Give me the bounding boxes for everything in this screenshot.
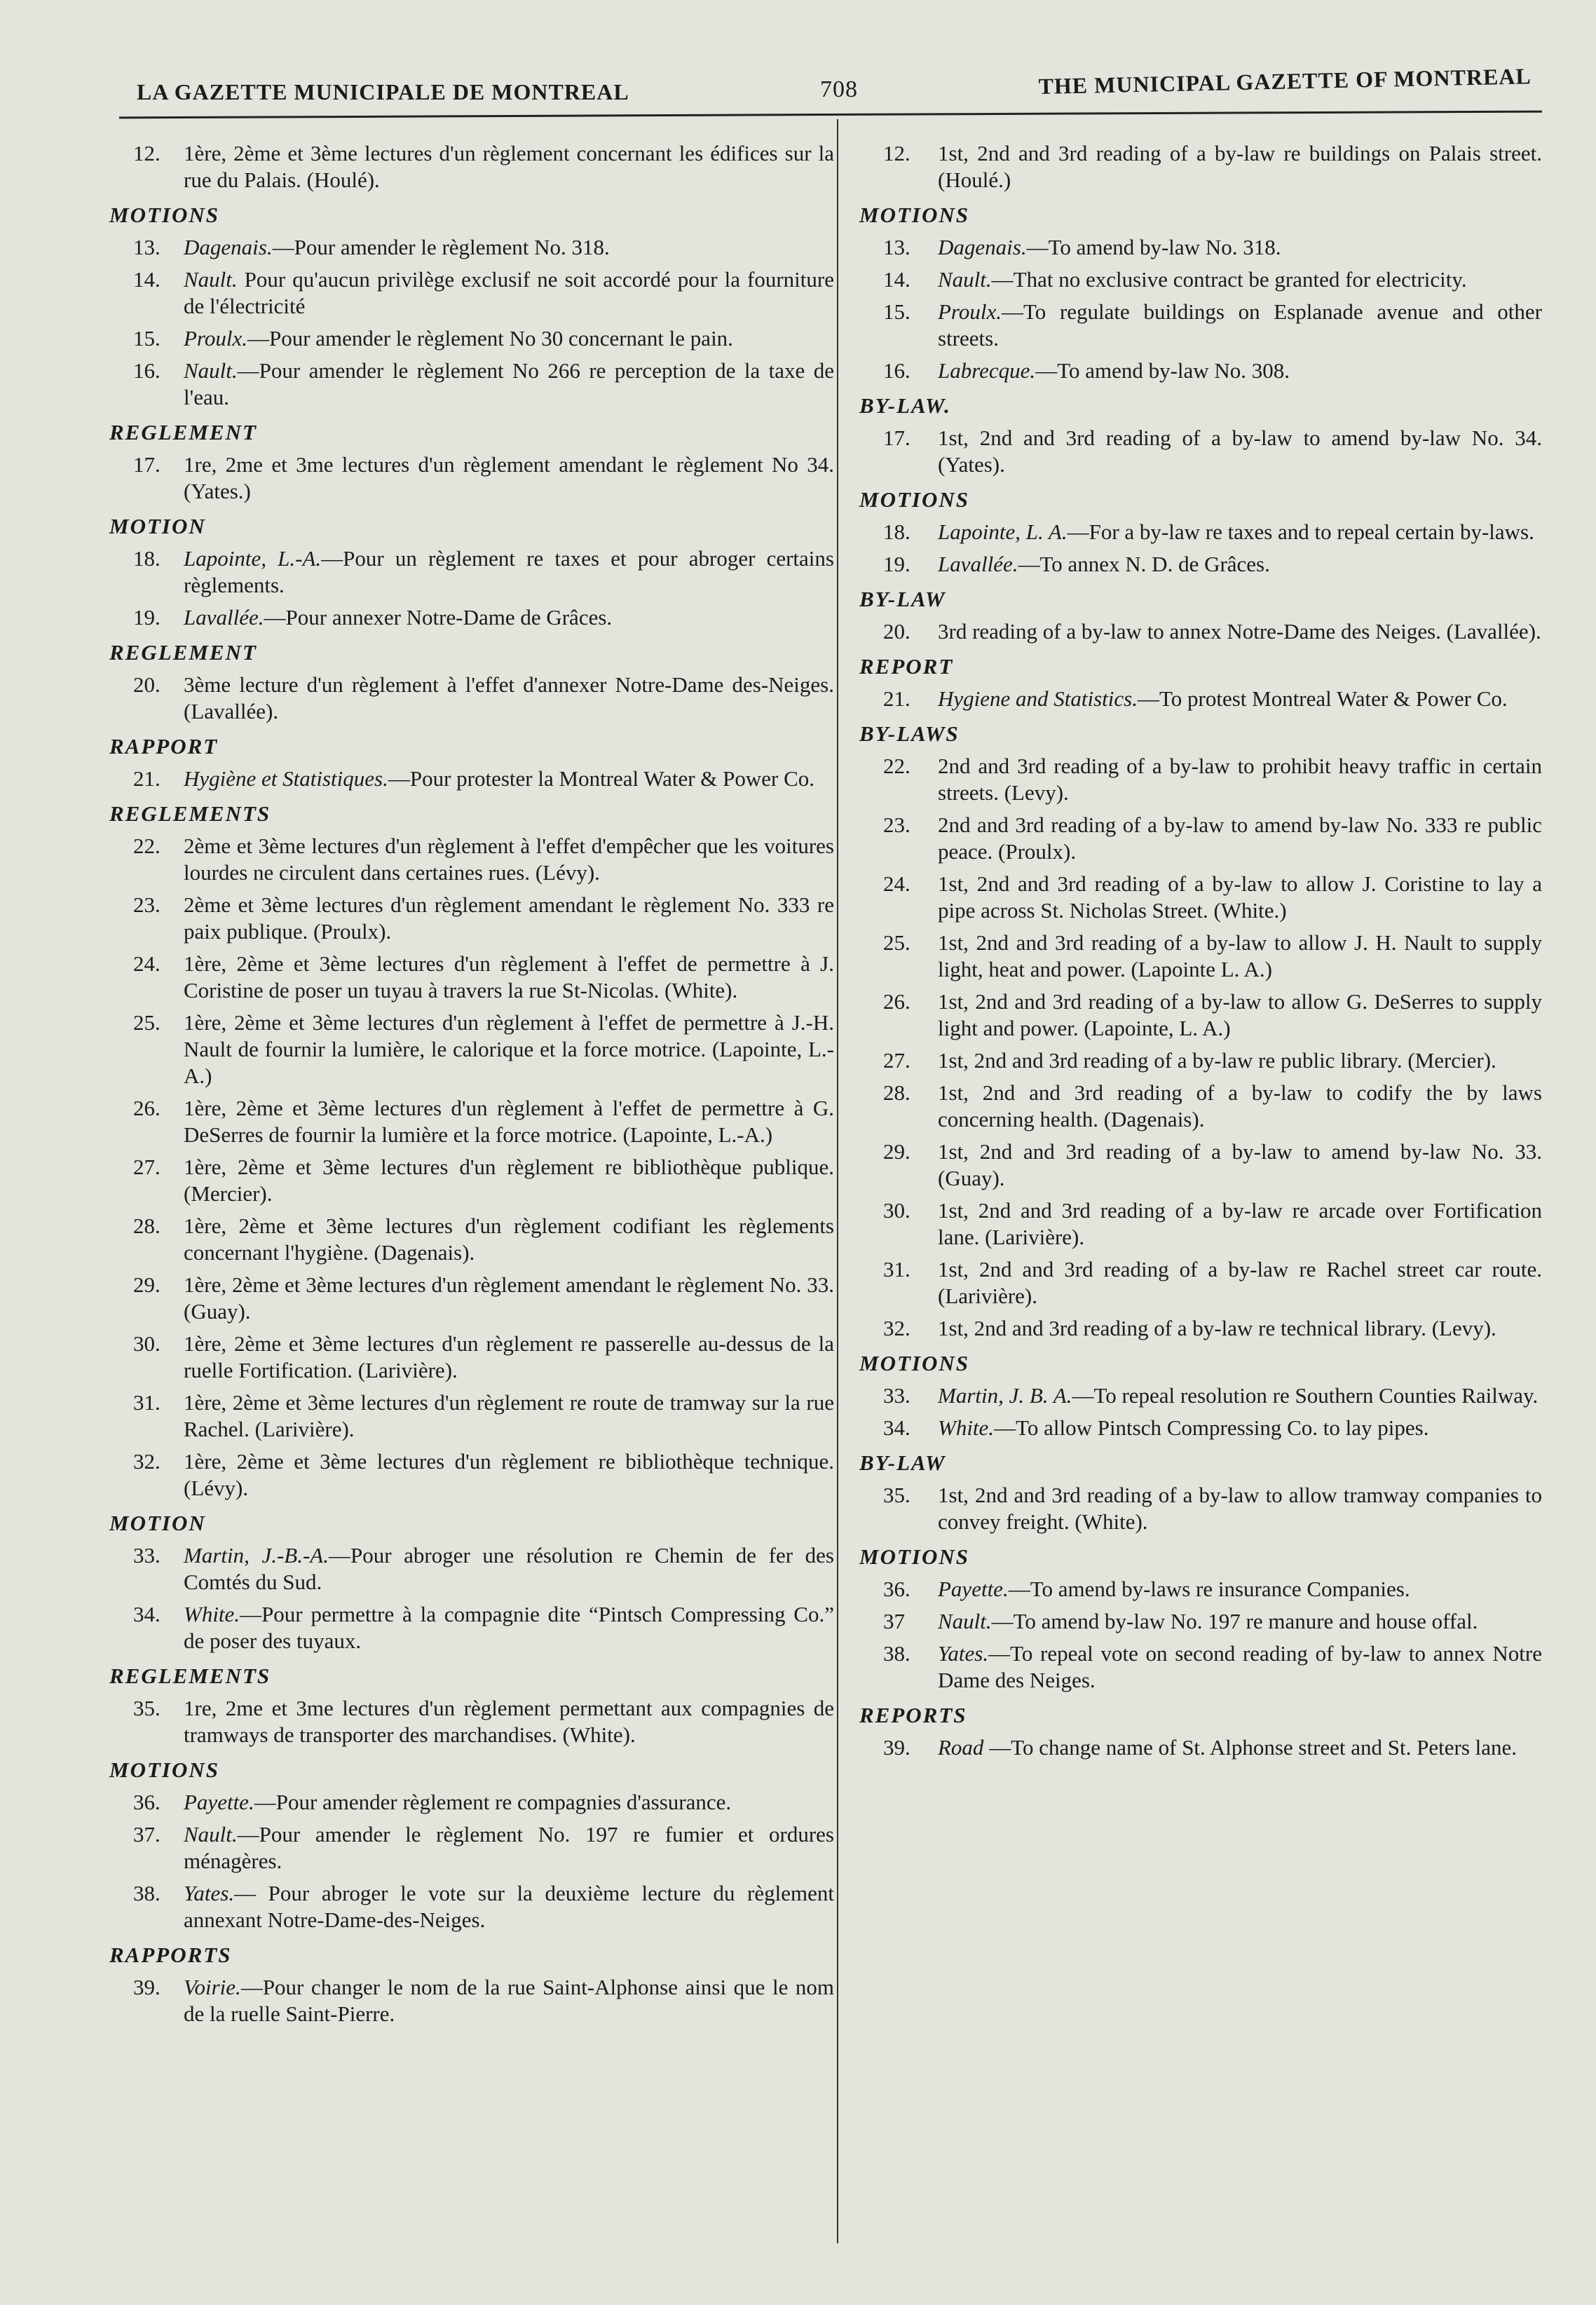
agenda-item bbox=[855, 1734, 1542, 1761]
header-title-french: LA GAZETTE MUNICIPALE DE MONTREAL bbox=[137, 79, 629, 104]
agenda-item bbox=[855, 299, 1542, 352]
agenda-item bbox=[105, 1880, 834, 1933]
section-heading: RAPPORTS bbox=[109, 1943, 232, 1967]
item-mover-name: Lapointe, L. A. bbox=[938, 519, 1068, 544]
item-text: 1re, 2me et 3me lectures d'un règlement permettant aux compagnies de tramways de transporter des marchandises. (White). bbox=[184, 1696, 834, 1747]
section-heading: MOTION bbox=[109, 514, 206, 538]
item-mover-name: Proulx. bbox=[184, 326, 247, 351]
item-number: 21. bbox=[133, 766, 161, 791]
item-mover-name: Road bbox=[938, 1735, 984, 1760]
item-text: 1st, 2nd and 3rd reading of a by-law to allow J. Coristine to lay a pipe across St. Nicholas Street. (White.) bbox=[938, 871, 1542, 923]
section-heading: MOTIONS bbox=[109, 1757, 219, 1782]
agenda-item bbox=[855, 988, 1542, 1042]
item-number: 29. bbox=[883, 1139, 910, 1164]
agenda-item bbox=[105, 1095, 834, 1148]
item-text: —Pour changer le nom de la rue Saint-Alphonse ainsi que le nom de la ruelle Saint-Pierre. bbox=[184, 1975, 834, 2026]
agenda-item bbox=[105, 1695, 834, 1748]
agenda-item bbox=[855, 1197, 1542, 1251]
section-heading: REGLEMENT bbox=[109, 420, 257, 444]
item-number: 13. bbox=[883, 235, 910, 259]
item-number: 20. bbox=[883, 619, 910, 644]
item-number: 26. bbox=[883, 989, 910, 1014]
agenda-item bbox=[855, 1576, 1542, 1603]
agenda-item bbox=[855, 519, 1542, 545]
item-number: 12. bbox=[133, 141, 161, 165]
section-heading: MOTION bbox=[109, 1511, 206, 1535]
item-text: —To amend by-law No. 308. bbox=[1035, 358, 1290, 383]
item-mover-name: Payette. bbox=[184, 1790, 254, 1814]
item-mover-name: Payette. bbox=[938, 1577, 1009, 1601]
item-text: —Pour annexer Notre-Dame de Grâces. bbox=[264, 605, 613, 630]
item-text: 1st, 2nd and 3rd reading of a by-law to allow tramway companies to convey freight. (White). bbox=[938, 1483, 1542, 1534]
agenda-item bbox=[855, 1138, 1542, 1192]
french-column bbox=[105, 140, 834, 2033]
agenda-item bbox=[105, 1154, 834, 1207]
section-heading: MOTIONS bbox=[859, 1544, 969, 1569]
item-number: 19. bbox=[883, 552, 910, 576]
item-number: 33. bbox=[133, 1543, 161, 1568]
item-number: 16. bbox=[883, 358, 910, 383]
section-heading: BY-LAW bbox=[859, 1450, 946, 1475]
agenda-item bbox=[105, 672, 834, 725]
item-number: 17. bbox=[883, 426, 910, 450]
agenda-item bbox=[855, 618, 1542, 645]
agenda-item bbox=[855, 753, 1542, 806]
item-mover-name: Nault. bbox=[184, 267, 238, 292]
item-text: —To repeal resolution re Southern Counties Railway. bbox=[1072, 1383, 1539, 1408]
item-number: 30. bbox=[883, 1198, 910, 1223]
agenda-item bbox=[855, 266, 1542, 293]
item-text: 1st, 2nd and 3rd reading of a by-law re technical library. (Levy). bbox=[938, 1316, 1496, 1340]
item-number: 31. bbox=[133, 1390, 161, 1415]
item-number: 24. bbox=[133, 951, 161, 976]
item-text: 1st, 2nd and 3rd reading of a by-law re arcade over Fortification lane. (Larivière). bbox=[938, 1198, 1542, 1249]
item-text: 1ère, 2ème et 3ème lectures d'un règlement re route de tramway sur la rue Rachel. (Larivière). bbox=[184, 1390, 834, 1441]
item-text: 2ème et 3ème lectures d'un règlement à l'effet d'empêcher que les voitures lourdes ne circulent dans certaines rues. (Lévy). bbox=[184, 834, 834, 885]
agenda-item bbox=[855, 1315, 1542, 1342]
section-heading: MOTIONS bbox=[859, 1351, 969, 1375]
item-text: —Pour amender le règlement No 266 re perception de la taxe de l'eau. bbox=[184, 358, 834, 409]
item-text: 1ère, 2ème et 3ème lectures d'un règlement re bibliothèque publique. (Mercier). bbox=[184, 1155, 834, 1206]
agenda-item bbox=[105, 1448, 834, 1502]
item-number: 26. bbox=[133, 1096, 161, 1120]
agenda-item bbox=[855, 1382, 1542, 1409]
section-heading: MOTIONS bbox=[109, 203, 219, 227]
page-number: 708 bbox=[820, 76, 858, 102]
item-text: 1ère, 2ème et 3ème lectures d'un règlement à l'effet de permettre à J.-H. Nault de fournir la lumière, le calorique et la force motrice. (Lapointe, L.-A.) bbox=[184, 1010, 834, 1088]
agenda-item bbox=[855, 234, 1542, 261]
item-number: 15. bbox=[133, 326, 161, 351]
item-text: — Pour abroger le vote sur la deuxième lecture du règlement annexant Notre-Dame-des-Neiges. bbox=[184, 1881, 834, 1932]
item-text: —Pour permettre à la compagnie dite “Pintsch Compressing Co.” de poser des tuyaux. bbox=[184, 1602, 834, 1653]
item-number: 39. bbox=[133, 1975, 161, 1999]
agenda-item bbox=[855, 1482, 1542, 1535]
item-number: 28. bbox=[883, 1080, 910, 1105]
item-number: 14. bbox=[133, 267, 161, 292]
item-number: 28. bbox=[133, 1213, 161, 1238]
agenda-item bbox=[855, 358, 1542, 384]
item-text: 1ère, 2ème et 3ème lectures d'un règlement re passerelle au-dessus de la ruelle Fortification. (Larivière). bbox=[184, 1331, 834, 1382]
item-number: 15. bbox=[883, 299, 910, 324]
agenda-item bbox=[105, 1272, 834, 1325]
item-text: 2nd and 3rd reading of a by-law to amend by-law No. 333 re public peace. (Proulx). bbox=[938, 812, 1542, 864]
item-number: 25. bbox=[133, 1010, 161, 1035]
item-number: 13. bbox=[133, 235, 161, 259]
item-text: 1st, 2nd and 3rd reading of a by-law re public library. (Mercier). bbox=[938, 1048, 1496, 1073]
english-column bbox=[855, 140, 1542, 1767]
item-mover-name: Hygiène et Statistiques. bbox=[184, 766, 388, 791]
item-number: 35. bbox=[133, 1696, 161, 1720]
item-text: 3rd reading of a by-law to annex Notre-Dame des Neiges. (Lavallée). bbox=[938, 619, 1541, 644]
item-text: —Pour un règlement re taxes et pour abroger certains règlements. bbox=[184, 546, 834, 597]
item-text: 1ère, 2ème et 3ème lectures d'un règlement amendant le règlement No. 33. (Guay). bbox=[184, 1272, 834, 1324]
item-text: 2ème et 3ème lectures d'un règlement amendant le règlement No. 333 re paix publique. (Proulx). bbox=[184, 892, 834, 944]
agenda-item bbox=[105, 545, 834, 599]
item-text: —Pour amender règlement re compagnies d'assurance. bbox=[254, 1790, 732, 1814]
item-number: 14. bbox=[883, 267, 910, 292]
item-text: —To annex N. D. de Grâces. bbox=[1018, 552, 1270, 576]
item-mover-name: Lavallée. bbox=[938, 552, 1018, 576]
section-heading: REGLEMENTS bbox=[109, 1664, 271, 1688]
section-heading: REPORTS bbox=[859, 1703, 967, 1727]
item-mover-name: Martin, J.-B.-A. bbox=[184, 1543, 329, 1568]
item-text: —To protest Montreal Water & Power Co. bbox=[1137, 686, 1508, 711]
item-number: 36. bbox=[133, 1790, 161, 1814]
item-number: 31. bbox=[883, 1257, 910, 1281]
item-text: —Pour protester la Montreal Water & Power Co. bbox=[388, 766, 815, 791]
section-heading: BY-LAW bbox=[859, 587, 946, 611]
item-mover-name: Nault. bbox=[184, 358, 238, 383]
item-number: 22. bbox=[133, 834, 161, 858]
section-heading: RAPPORT bbox=[109, 734, 219, 759]
item-text: 1re, 2me et 3me lectures d'un règlement amendant le règlement No 34. (Yates.) bbox=[184, 452, 834, 503]
item-mover-name: Yates. bbox=[184, 1881, 235, 1905]
section-heading: BY-LAWS bbox=[859, 721, 960, 746]
item-number: 38. bbox=[883, 1641, 910, 1666]
item-text: —To allow Pintsch Compressing Co. to lay pipes. bbox=[994, 1415, 1429, 1440]
agenda-item bbox=[105, 1331, 834, 1384]
agenda-item bbox=[855, 1080, 1542, 1133]
item-number: 21. bbox=[883, 686, 910, 711]
agenda-item bbox=[105, 951, 834, 1004]
item-number: 39. bbox=[883, 1735, 910, 1760]
item-mover-name: Proulx. bbox=[938, 299, 1002, 324]
item-text: 1ère, 2ème et 3ème lectures d'un règlement codifiant les règlements concernant l'hygiène. (Dagenais). bbox=[184, 1213, 834, 1265]
item-text: —To regulate buildings on Esplanade avenue and other streets. bbox=[938, 299, 1542, 351]
agenda-item bbox=[105, 325, 834, 352]
item-number: 12. bbox=[883, 141, 910, 165]
item-number: 24. bbox=[883, 871, 910, 896]
agenda-item bbox=[855, 930, 1542, 983]
agenda-item bbox=[105, 266, 834, 320]
agenda-item bbox=[105, 1542, 834, 1596]
item-mover-name: White. bbox=[184, 1602, 240, 1626]
item-mover-name: Nault. bbox=[184, 1822, 238, 1847]
item-mover-name: Labrecque. bbox=[938, 358, 1036, 383]
section-heading: REGLEMENT bbox=[109, 640, 257, 665]
item-number: 18. bbox=[133, 546, 161, 571]
section-heading: BY-LAW. bbox=[859, 393, 951, 418]
agenda-item bbox=[105, 1389, 834, 1443]
item-number: 34. bbox=[133, 1602, 161, 1626]
agenda-item bbox=[855, 1256, 1542, 1310]
section-heading: REGLEMENTS bbox=[109, 801, 271, 826]
item-text: —That no exclusive contract be granted for electricity. bbox=[991, 267, 1467, 292]
agenda-item bbox=[105, 892, 834, 945]
item-text: —Pour amender le règlement No 30 concernant le pain. bbox=[247, 326, 733, 351]
item-text: 1ère, 2ème et 3ème lectures d'un règlement à l'effet de permettre à J. Coristine de poser un tuyau à travers la rue St-Nicolas. (White). bbox=[184, 951, 834, 1002]
item-mover-name: Lavallée. bbox=[184, 605, 264, 630]
item-text: 1st, 2nd and 3rd reading of a by-law to allow J. H. Nault to supply light, heat and power. (Lapointe L. A.) bbox=[938, 930, 1542, 981]
agenda-item bbox=[855, 551, 1542, 578]
item-text: —For a by-law re taxes and to repeal certain by-laws. bbox=[1067, 519, 1534, 544]
column-divider bbox=[837, 119, 838, 2243]
agenda-item bbox=[855, 686, 1542, 712]
item-text: —Pour amender le règlement No. 318. bbox=[272, 235, 610, 259]
item-text: —To amend by-law No. 197 re manure and house offal. bbox=[991, 1609, 1478, 1633]
agenda-item bbox=[855, 871, 1542, 924]
item-number: 32. bbox=[883, 1316, 910, 1340]
item-text: —To amend by-laws re insurance Companies. bbox=[1008, 1577, 1410, 1601]
item-number: 30. bbox=[133, 1331, 161, 1356]
item-number: 33. bbox=[883, 1383, 910, 1408]
agenda-item bbox=[105, 1009, 834, 1089]
item-text: 1st, 2nd and 3rd reading of a by-law to amend by-law No. 34. (Yates). bbox=[938, 426, 1542, 477]
agenda-item bbox=[105, 1789, 834, 1816]
item-mover-name: Nault. bbox=[938, 1609, 992, 1633]
agenda-item bbox=[855, 425, 1542, 478]
item-number: 22. bbox=[883, 754, 910, 778]
item-number: 32. bbox=[133, 1449, 161, 1474]
item-mover-name: Dagenais. bbox=[938, 235, 1027, 259]
item-number: 27. bbox=[133, 1155, 161, 1179]
item-text: 2nd and 3rd reading of a by-law to prohibit heavy traffic in certain streets. (Levy). bbox=[938, 754, 1542, 805]
agenda-item bbox=[105, 766, 834, 792]
item-text: 1ère, 2ème et 3ème lectures d'un règlement à l'effet de permettre à G. DeSerres de fournir la lumière et la force motrice. (Lapointe, L.-A.) bbox=[184, 1096, 834, 1147]
agenda-item bbox=[855, 1047, 1542, 1074]
item-number: 23. bbox=[883, 812, 910, 837]
item-text: Pour qu'aucun privilège exclusif ne soit accordé pour la fourniture de l'électricité bbox=[184, 267, 834, 318]
section-heading: REPORT bbox=[859, 654, 954, 679]
item-mover-name: Yates. bbox=[938, 1641, 989, 1666]
agenda-item bbox=[105, 1974, 834, 2027]
agenda-item bbox=[105, 234, 834, 261]
item-text: —To repeal vote on second reading of by-law to annex Notre Dame des Neiges. bbox=[938, 1641, 1542, 1692]
page-header bbox=[137, 63, 1532, 109]
item-number: 16. bbox=[133, 358, 161, 383]
item-text: —Pour amender le règlement No. 197 re fumier et ordures ménagères. bbox=[184, 1822, 834, 1873]
item-number: 29. bbox=[133, 1272, 161, 1297]
item-number: 18. bbox=[883, 519, 910, 544]
item-text: 1st, 2nd and 3rd reading of a by-law re buildings on Palais street. (Houlé.) bbox=[938, 141, 1542, 192]
header-title-english: THE MUNICIPAL GAZETTE OF MONTREAL bbox=[1037, 63, 1532, 100]
item-number: 34. bbox=[883, 1415, 910, 1440]
agenda-item bbox=[855, 140, 1542, 193]
item-mover-name: Hygiene and Statistics. bbox=[938, 686, 1138, 711]
item-text: 1st, 2nd and 3rd reading of a by-law re Rachel street car route. (Larivière). bbox=[938, 1257, 1542, 1308]
item-number: 38. bbox=[133, 1881, 161, 1905]
section-heading: MOTIONS bbox=[859, 487, 969, 512]
item-text: 1st, 2nd and 3rd reading of a by-law to amend by-law No. 33. (Guay). bbox=[938, 1139, 1542, 1190]
item-text: —To change name of St. Alphonse street and St. Peters lane. bbox=[983, 1735, 1517, 1760]
agenda-item bbox=[105, 140, 834, 193]
item-number: 27. bbox=[883, 1048, 910, 1073]
item-mover-name: Martin, J. B. A. bbox=[938, 1383, 1072, 1408]
agenda-item bbox=[855, 812, 1542, 865]
item-number: 25. bbox=[883, 930, 910, 955]
agenda-item bbox=[855, 1608, 1542, 1635]
agenda-item bbox=[105, 1213, 834, 1266]
item-text: 1ère, 2ème et 3ème lectures d'un règlement concernant les édifices sur la rue du Palais. (Houlé). bbox=[184, 141, 834, 192]
item-text: 1ère, 2ème et 3ème lectures d'un règlement re bibliothèque technique. (Lévy). bbox=[184, 1449, 834, 1500]
item-number: 19. bbox=[133, 605, 161, 630]
item-text: —Pour abroger une résolution re Chemin de fer des Comtés du Sud. bbox=[184, 1543, 834, 1594]
agenda-item bbox=[855, 1415, 1542, 1441]
agenda-item bbox=[105, 1821, 834, 1875]
agenda-item bbox=[105, 833, 834, 886]
item-mover-name: White. bbox=[938, 1415, 995, 1440]
item-number: 20. bbox=[133, 672, 161, 697]
item-mover-name: Voirie. bbox=[184, 1975, 241, 1999]
item-number: 37 bbox=[883, 1609, 905, 1633]
agenda-item bbox=[105, 358, 834, 411]
item-number: 17. bbox=[133, 452, 161, 477]
item-mover-name: Nault. bbox=[938, 267, 992, 292]
agenda-item bbox=[105, 1601, 834, 1654]
item-number: 37. bbox=[133, 1822, 161, 1847]
item-text: 3ème lecture d'un règlement à l'effet d'annexer Notre-Dame des-Neiges. (Lavallée). bbox=[184, 672, 834, 723]
agenda-item bbox=[105, 604, 834, 631]
item-text: 1st, 2nd and 3rd reading of a by-law to codify the by laws concerning health. (Dagenais). bbox=[938, 1080, 1542, 1131]
header-rule bbox=[119, 111, 1542, 119]
item-number: 23. bbox=[133, 892, 161, 917]
agenda-item bbox=[855, 1640, 1542, 1694]
agenda-item bbox=[105, 451, 834, 505]
item-mover-name: Dagenais. bbox=[184, 235, 273, 259]
item-text: —To amend by-law No. 318. bbox=[1026, 235, 1281, 259]
item-text: 1st, 2nd and 3rd reading of a by-law to allow G. DeSerres to supply light and power. (Lapointe, L. A.) bbox=[938, 989, 1542, 1040]
item-mover-name: Lapointe, L.-A. bbox=[184, 546, 322, 571]
section-heading: MOTIONS bbox=[859, 203, 969, 227]
item-number: 35. bbox=[883, 1483, 910, 1507]
item-number: 36. bbox=[883, 1577, 910, 1601]
